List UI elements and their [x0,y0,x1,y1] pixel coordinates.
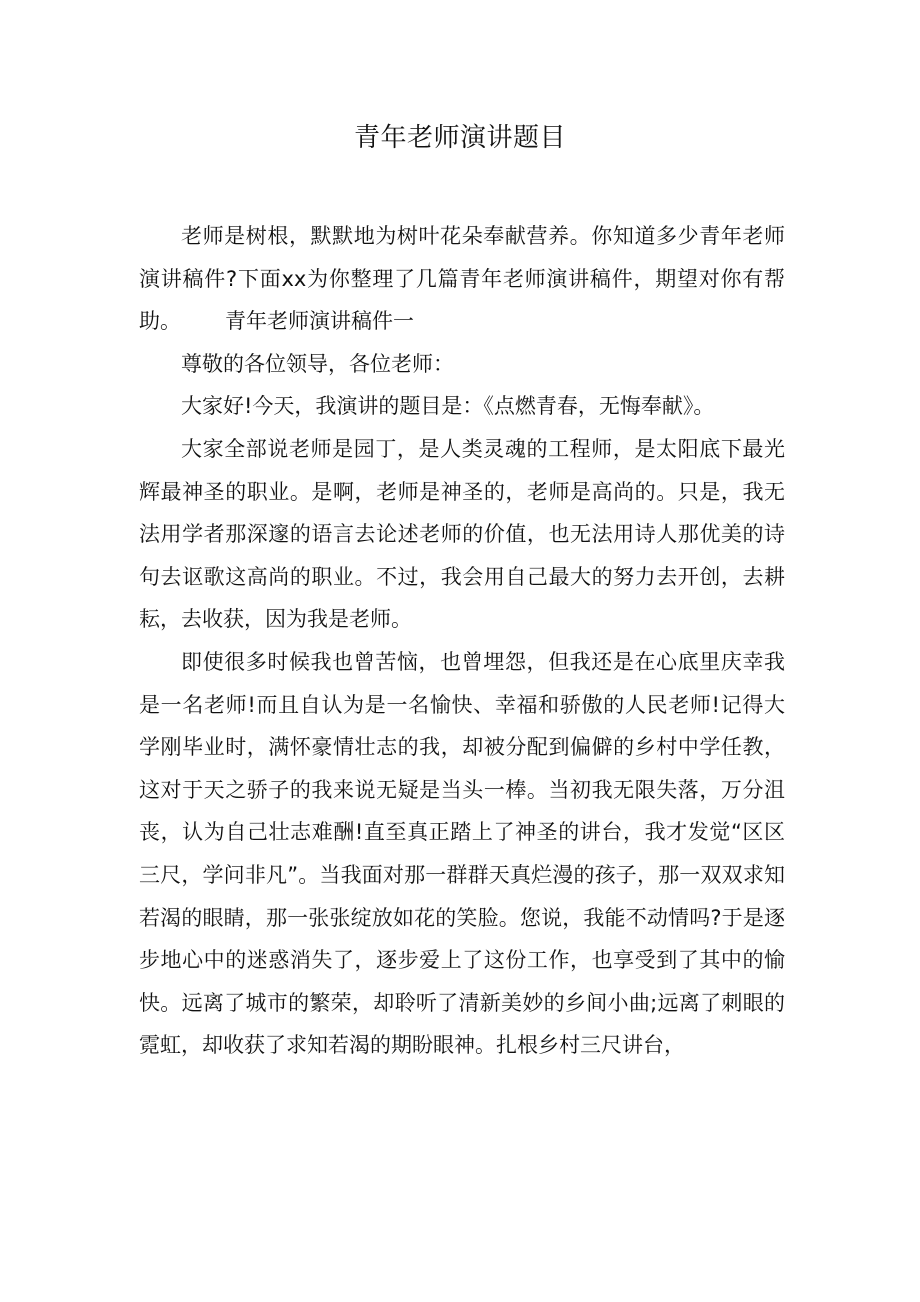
greeting-paragraph: 大家好!今天，我演讲的题目是：《点燃青春，无悔奉献》。 [181,394,715,419]
body-paragraph: 即使很多时候我也曾苦恼，也曾埋怨，但我还是在心底里庆幸我是一名老师!而且自认为是一名愉快、幸福和骄傲的人民老师!记得大学刚毕业时，满怀豪情壮志的我，却被分配到偏僻的乡村中学任教，这对于天之骄子的我来说无疑是当头一棒。当初我无限失落，万分沮丧，认为自己壮志难酬!直至真正踏上了神圣的讲台，我才发觉“区区三尺，学问非凡”。当我面对那一群群天真烂漫的孩子，那一双双求知若渴的眼睛，那一张张绽放如花的笑脸。您说，我能不动情吗?于是逐步地心中的迷惑消失了，逐步爱上了这份工作，也享受到了其中的愉快。远离了城市的繁荣，却聆听了清新美妙的乡间小曲;远离了刺眼的霓虹，却收获了求知若渴的期盼眼神。扎根乡村三尺讲台， [139,649,785,1058]
document-title: 青年老师演讲题目 [353,123,566,153]
intro-text: 老师是树根，默默地为树叶花朵奉献营养。你知道多少青年老师演讲稿件?下面xx为你整理了几篇青年老师演讲稿件，期望对你有帮助。 [139,224,785,334]
intro-paragraph [139,215,785,343]
body-paragraph: 大家全部说老师是园丁，是人类灵魂的工程师，是太阳底下最光辉最神圣的职业。是啊，老师是神圣的，老师是高尚的。只是，我无法用学者那深邃的语言去论述老师的价值，也无法用诗人那优美的诗句去讴歌这高尚的职业。不过，我会用自己最大的努力去开创，去耕耘，去收获，因为我是老师。 [139,436,785,632]
section-heading: 青年老师演讲稿件一 [225,309,414,334]
document-body [139,215,785,1067]
salutation-paragraph: 尊敬的各位领导，各位老师： [181,351,454,376]
